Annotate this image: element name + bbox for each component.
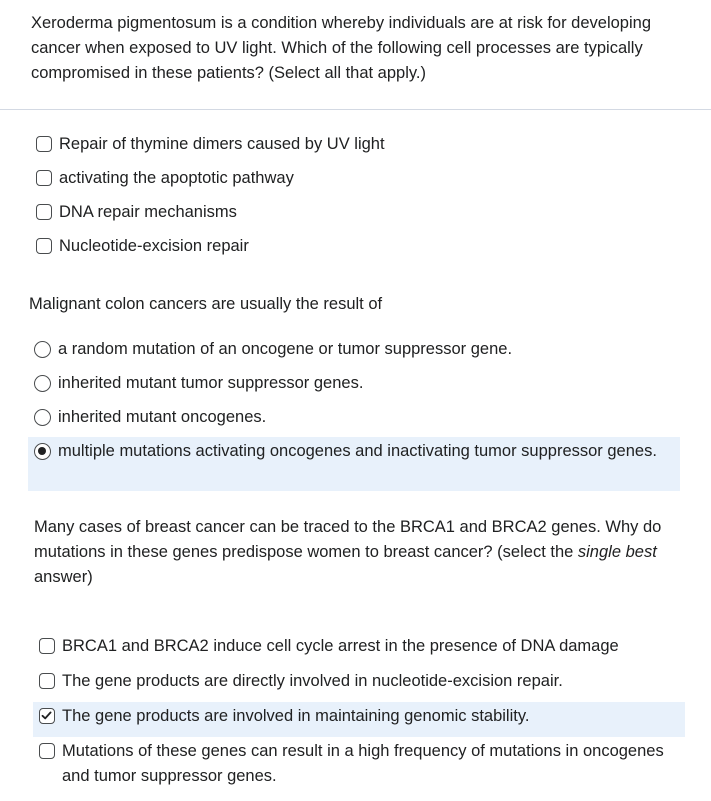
- question-3-option-1[interactable]: [33, 632, 685, 667]
- option-label: multiple mutations activating oncogenes and inactivating tumor suppressor genes.: [58, 442, 657, 460]
- question-1-divider: [0, 109, 711, 110]
- question-2-option-2[interactable]: [28, 369, 680, 403]
- question-2-prompt: Malignant colon cancers are usually the result of: [29, 295, 383, 313]
- option-label: DNA repair mechanisms: [59, 203, 237, 221]
- checkbox[interactable]: [36, 170, 52, 186]
- radio-button[interactable]: [34, 341, 51, 358]
- checkbox[interactable]: [39, 673, 55, 689]
- question-2-option-4[interactable]: [28, 437, 680, 491]
- question-3-option-4[interactable]: [33, 737, 685, 793]
- question-3-option-2[interactable]: [33, 667, 685, 702]
- option-label: BRCA1 and BRCA2 induce cell cycle arrest in the presence of DNA damage: [62, 637, 619, 655]
- radio-button[interactable]: [34, 409, 51, 426]
- radio-button[interactable]: [34, 375, 51, 392]
- option-label: Nucleotide-excision repair: [59, 237, 249, 255]
- radio-button-selected[interactable]: [34, 443, 51, 460]
- option-label: inherited mutant tumor suppressor genes.: [58, 374, 364, 392]
- checkbox[interactable]: [39, 743, 55, 759]
- checkbox[interactable]: [36, 238, 52, 254]
- option-label: a random mutation of an oncogene or tumor suppressor gene.: [58, 340, 513, 358]
- option-label: inherited mutant oncogenes.: [58, 408, 267, 426]
- checkbox[interactable]: [36, 136, 52, 152]
- question-1-option-3[interactable]: [30, 198, 690, 232]
- question-1-option-1[interactable]: [30, 130, 690, 164]
- question-3-prompt: [34, 515, 694, 590]
- question-1-options: [30, 130, 690, 266]
- question-2-option-1[interactable]: [28, 335, 680, 369]
- option-label: Repair of thymine dimers caused by UV light: [59, 135, 385, 153]
- checkbox-checked[interactable]: [39, 708, 55, 724]
- question-2-option-3[interactable]: [28, 403, 680, 437]
- question-1-prompt: Xeroderma pigmentosum is a condition whereby individuals are at risk for developing cancer when exposed to UV light. Which of the following cell processes are typically compromised in these patients? (Select all that apply.): [31, 14, 651, 82]
- checkbox[interactable]: [36, 204, 52, 220]
- option-label: activating the apoptotic pathway: [59, 169, 294, 187]
- option-label: The gene products are involved in maintaining genomic stability.: [62, 707, 530, 725]
- question-3-options: [33, 632, 685, 793]
- checkmark-icon: [41, 710, 52, 721]
- question-1-option-2[interactable]: [30, 164, 690, 198]
- option-label: Mutations of these genes can result in a high frequency of mutations in oncogenes and tumor suppressor genes.: [62, 742, 664, 785]
- question-2-options: [28, 335, 680, 491]
- prompt-emphasis: single best: [577, 543, 657, 561]
- prompt-text-end: answer): [34, 568, 93, 586]
- question-1-option-4[interactable]: [30, 232, 690, 266]
- question-3-option-3[interactable]: [33, 702, 685, 737]
- option-label: The gene products are directly involved in nucleotide-excision repair.: [62, 672, 563, 690]
- prompt-text: Many cases of breast cancer can be traced to the BRCA1 and BRCA2 genes. Why do mutations in these genes predispose women to breast cancer? (select the: [34, 518, 662, 561]
- checkbox[interactable]: [39, 638, 55, 654]
